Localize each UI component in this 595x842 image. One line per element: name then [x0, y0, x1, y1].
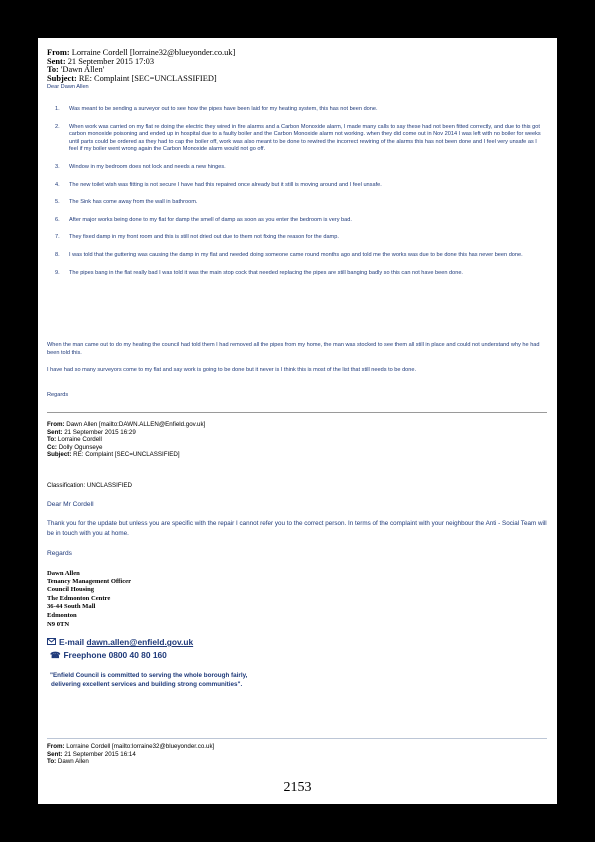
to-value: 'Dawn Allen': [60, 65, 105, 75]
email2-to: To: Lorraine Cordell: [47, 436, 102, 444]
to-label: To:: [47, 65, 59, 75]
motto-line-1: "Enfield Council is committed to serving the whole borough fairly,: [50, 672, 248, 679]
from-value: Lorraine Cordell [lorraine32@blueyonder.co.uk]: [71, 48, 236, 57]
signature-street: 36-44 South Mall: [47, 603, 96, 610]
email1-regards: Regards: [47, 392, 69, 398]
email1-subject: [47, 75, 217, 84]
telephone-icon: ☎: [50, 650, 61, 660]
document-page: [38, 38, 557, 804]
email2-greeting: Dear Mr Cordell: [47, 501, 94, 508]
phone-contact: [50, 650, 167, 660]
list-item: 6. After major works being done to my flat for damp the smell of damp as soon as you enter the bedroom is very bad.: [55, 216, 352, 223]
classification-label: Classification: UNCLASSIFIED: [47, 482, 132, 489]
signature-title: Tenancy Management Officer: [47, 578, 131, 585]
list-item: 9. The pipes bang in the flat really bad I was told it was the main stop cock that needed replacing the pipes are still banging badly so this can not have been done.: [55, 269, 463, 276]
motto-line-2: delivering excellent services and building strong communities".: [51, 681, 243, 688]
divider: [47, 412, 547, 413]
signature-dept: Council Housing: [47, 586, 95, 593]
email3-to: To: Dawn Allen: [47, 758, 89, 766]
list-item: 7. They fixed damp in my front room and this is still not dried out due to them not fixing the reason for the damp.: [55, 234, 339, 241]
email-label: E-mail: [59, 637, 85, 647]
from-label: From:: [47, 48, 70, 57]
email-contact: [47, 637, 193, 647]
email3-from: From: Lorraine Cordell [mailto:lorraine32@blueyonder.co.uk]: [47, 743, 215, 750]
email2-subject: Subject: RE: Complaint [SEC=UNCLASSIFIED]: [47, 451, 180, 459]
email1-greeting: Dear Dawn Allen: [47, 84, 89, 90]
sent-label: Sent:: [47, 56, 66, 66]
subject-value: RE: Complaint [SEC=UNCLASSIFIED]: [78, 73, 217, 83]
divider: [47, 738, 547, 739]
envelope-icon: [47, 637, 56, 647]
email2-sent: Sent: 21 September 2015 16:29: [47, 428, 136, 436]
email2-from: From: Dawn Allen [mailto:DAWN.ALLEN@Enfield.gov.uk]: [47, 421, 206, 428]
page-number: 2153: [283, 780, 312, 795]
email2-cc: Cc: Dolly Ogunseye: [47, 443, 103, 451]
complaint-list: [47, 106, 547, 287]
signature-building: The Edmonton Centre: [47, 595, 111, 602]
signature-postcode: N9 0TN: [47, 621, 70, 628]
email2-body: Thank you for the update but unless you are specific with the repair I cannot refer you to the correct person. In terms of the complaint with your neighbour the Anti - Social Team will be in touch with you at home.: [47, 520, 547, 537]
list-item: 5. The Sink has come away from the wall in bathroom.: [55, 199, 198, 206]
list-item: 3. Window in my bedroom does not lock and needs a new hinges.: [55, 163, 226, 170]
list-item: 4. The new toilet wish was fitting is not secure I have had this repaired once already but it still is moving around and I feel unsafe.: [55, 181, 382, 188]
signature-name: Dawn Allen: [47, 570, 80, 577]
email1-paragraph-1: When the man came out to do my heating the council had told them I had removed all the pipes from my home, the man was stocked to see them all still in place and could not understand why he had been told this.: [47, 342, 540, 356]
email2-regards: Regards: [47, 550, 72, 557]
list-item: 8. I was told that the guttering was causing the damp in my flat and needed doing someone came round months ago and told me the works was due to be done this has never been done.: [55, 251, 523, 258]
signature-town: Edmonton: [47, 612, 77, 619]
subject-label: Subject:: [47, 73, 77, 83]
freephone-text: Freephone 0800 40 80 160: [63, 650, 167, 660]
email1-paragraph-2: I have had so many surveyors come to my flat and say work is going to be done but it never is I think this is most of the list that still needs to be done.: [47, 367, 417, 373]
list-item: 2. When work was carried on my flat re doing the electric they wired in fire alarms and a Carbon Monoxide alarm, I made many calls to say these had not been fitted correctly, and due to this got carbon monoxide poisoning and ended up in hospital due to a faulty boiler and the Carbon Monoxide alarm not working. when they did come out in Nov 2014 I was left with no boiler for weeks until parts could be ordered as they had to cap the boiler off, work was also meant to be done to rewired the incorrect rewiring of the alarms this has not been done and I feel very unsafe as I feel if my boiler went wrong again the Carbon Monoxide alarm would not go off.: [55, 123, 541, 153]
email-link[interactable]: dawn.allen@enfield.gov.uk: [86, 637, 194, 647]
list-item: 1. Was meant to be sending a surveyor out to see how the pipes have been laid for my heating system, this has not been done.: [55, 106, 378, 112]
council-motto: [50, 671, 247, 689]
email3-sent: Sent: 21 September 2015 16:14: [47, 750, 136, 758]
sent-value: 21 September 2015 17:03: [67, 56, 155, 66]
